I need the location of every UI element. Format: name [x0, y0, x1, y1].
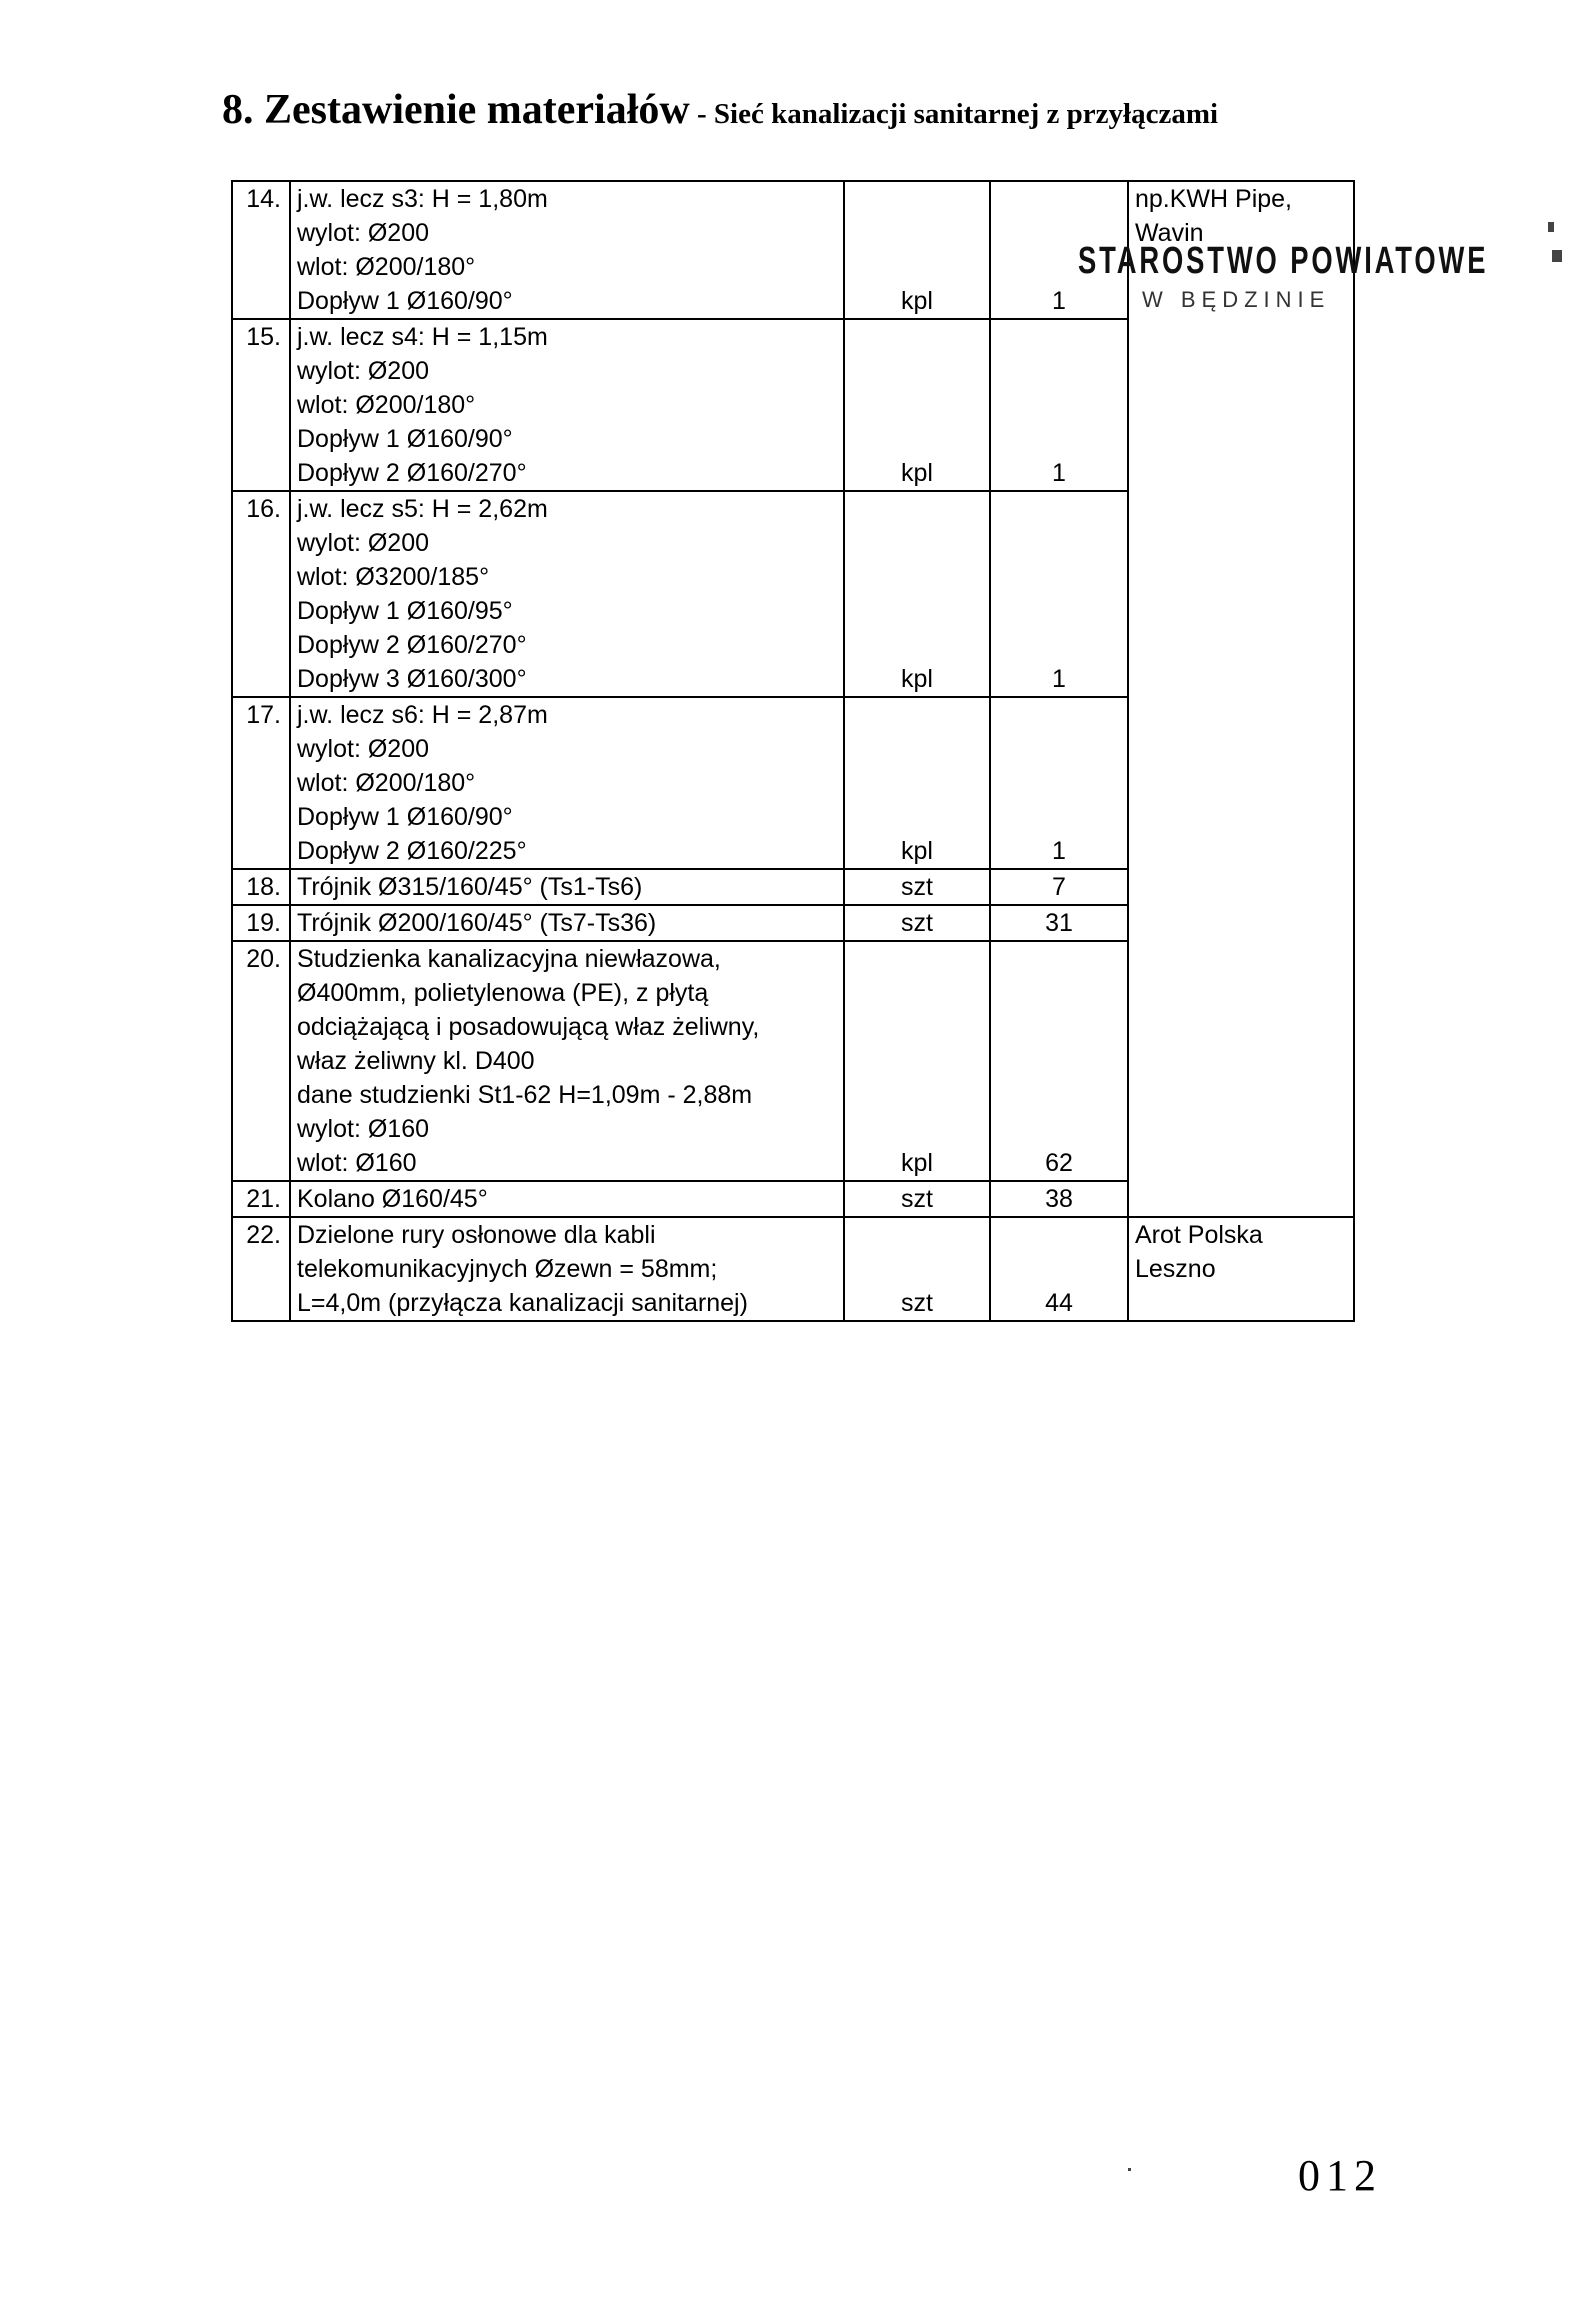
row-number: 21.: [232, 1181, 290, 1217]
unit-cell: kpl: [844, 697, 990, 869]
supplier-cell: [1128, 1217, 1354, 1321]
quantity-cell: 44: [990, 1217, 1128, 1321]
supplier-line: Leszno: [1135, 1255, 1216, 1283]
supplier-line: Wavin: [1135, 219, 1204, 247]
quantity-cell: 38: [990, 1181, 1128, 1217]
page-number: 012: [1298, 2151, 1382, 2200]
description-line: wlot: Ø3200/185°: [297, 563, 490, 591]
description-line: Dzielone rury osłonowe dla kabli: [297, 1221, 656, 1249]
materials-table-body: [232, 181, 1354, 1321]
description-line: wylot: Ø160: [297, 1115, 430, 1143]
description-line: wlot: Ø200/180°: [297, 769, 476, 797]
section-subtitle: - Sieć kanalizacji sanitarnej z przyłączami: [689, 98, 1219, 130]
row-number: 18.: [232, 869, 290, 905]
description-line: Trójnik Ø200/160/45° (Ts7-Ts36): [297, 909, 657, 937]
description-line: Dopływ 1 Ø160/90°: [297, 425, 513, 453]
description-line: Dopływ 2 Ø160/270°: [297, 631, 527, 659]
description-line: Dopływ 1 Ø160/90°: [297, 803, 513, 831]
description-line: właz żeliwny kl. D400: [297, 1047, 535, 1075]
unit-cell: kpl: [844, 319, 990, 491]
unit-cell: szt: [844, 1181, 990, 1217]
section-title: 8. Zestawienie materiałów: [222, 87, 690, 133]
item-description: [290, 869, 844, 905]
row-number: 17.: [232, 697, 290, 869]
quantity-cell: 62: [990, 941, 1128, 1181]
quantity-cell: 31: [990, 905, 1128, 941]
unit-cell: szt: [844, 869, 990, 905]
row-number: 16.: [232, 491, 290, 697]
table-row: [232, 1217, 1354, 1321]
section-heading: [222, 86, 1218, 134]
unit-cell: szt: [844, 1217, 990, 1321]
description-line: Dopływ 2 Ø160/225°: [297, 837, 527, 865]
description-line: Studzienka kanalizacyjna niewłazowa,: [297, 945, 721, 973]
unit-cell: kpl: [844, 941, 990, 1181]
item-description: [290, 1217, 844, 1321]
description-line: Kolano Ø160/45°: [297, 1185, 488, 1213]
description-line: Dopływ 1 Ø160/95°: [297, 597, 513, 625]
unit-cell: kpl: [844, 181, 990, 319]
description-line: Dopływ 3 Ø160/300°: [297, 665, 527, 693]
row-number: 19.: [232, 905, 290, 941]
row-number: 20.: [232, 941, 290, 1181]
row-number: 22.: [232, 1217, 290, 1321]
description-line: L=4,0m (przyłącza kanalizacji sanitarnej): [297, 1289, 748, 1317]
row-number: 15.: [232, 319, 290, 491]
description-line: Dopływ 1 Ø160/90°: [297, 287, 513, 315]
description-line: j.w. lecz s4: H = 1,15m: [297, 323, 548, 351]
quantity-cell: 1: [990, 181, 1128, 319]
office-stamp: [1078, 240, 1593, 313]
description-line: wylot: Ø200: [297, 529, 430, 557]
description-line: Dopływ 2 Ø160/270°: [297, 459, 527, 487]
unit-cell: szt: [844, 905, 990, 941]
description-line: j.w. lecz s3: H = 1,80m: [297, 185, 548, 213]
item-description: [290, 491, 844, 697]
description-line: wlot: Ø200/180°: [297, 253, 476, 281]
description-line: dane studzienki St1-62 H=1,09m - 2,88m: [297, 1081, 753, 1109]
row-number: 14.: [232, 181, 290, 319]
description-line: odciążającą i posadowującą właz żeliwny,: [297, 1013, 760, 1041]
description-line: wlot: Ø200/180°: [297, 391, 476, 419]
quantity-cell: 1: [990, 319, 1128, 491]
description-line: j.w. lecz s5: H = 2,62m: [297, 495, 548, 523]
stamp-line-2: W BĘDZINIE: [1142, 287, 1331, 312]
description-line: j.w. lecz s6: H = 2,87m: [297, 701, 548, 729]
item-description: [290, 941, 844, 1181]
scan-speck: [1552, 250, 1562, 262]
description-line: wlot: Ø160: [297, 1149, 417, 1177]
description-line: telekomunikacyjnych Øzewn = 58mm;: [297, 1255, 718, 1283]
description-line: wylot: Ø200: [297, 735, 430, 763]
supplier-cell: [1128, 181, 1354, 1217]
supplier-line: Arot Polska: [1135, 1221, 1263, 1249]
item-description: [290, 1181, 844, 1217]
materials-table: [231, 180, 1355, 1322]
quantity-cell: 1: [990, 491, 1128, 697]
item-description: [290, 319, 844, 491]
scan-speck: [1128, 2168, 1131, 2171]
item-description: [290, 697, 844, 869]
quantity-cell: 1: [990, 697, 1128, 869]
description-line: Ø400mm, polietylenowa (PE), z płytą: [297, 979, 709, 1007]
item-description: [290, 181, 844, 319]
unit-cell: kpl: [844, 491, 990, 697]
description-line: Trójnik Ø315/160/45° (Ts1-Ts6): [297, 873, 643, 901]
supplier-line: np.KWH Pipe,: [1135, 185, 1293, 213]
item-description: [290, 905, 844, 941]
quantity-cell: 7: [990, 869, 1128, 905]
description-line: wylot: Ø200: [297, 357, 430, 385]
description-line: wylot: Ø200: [297, 219, 430, 247]
stamp-line-1: STAROSTWO POWIATOWE: [1078, 240, 1489, 282]
scan-speck: [1548, 222, 1554, 232]
